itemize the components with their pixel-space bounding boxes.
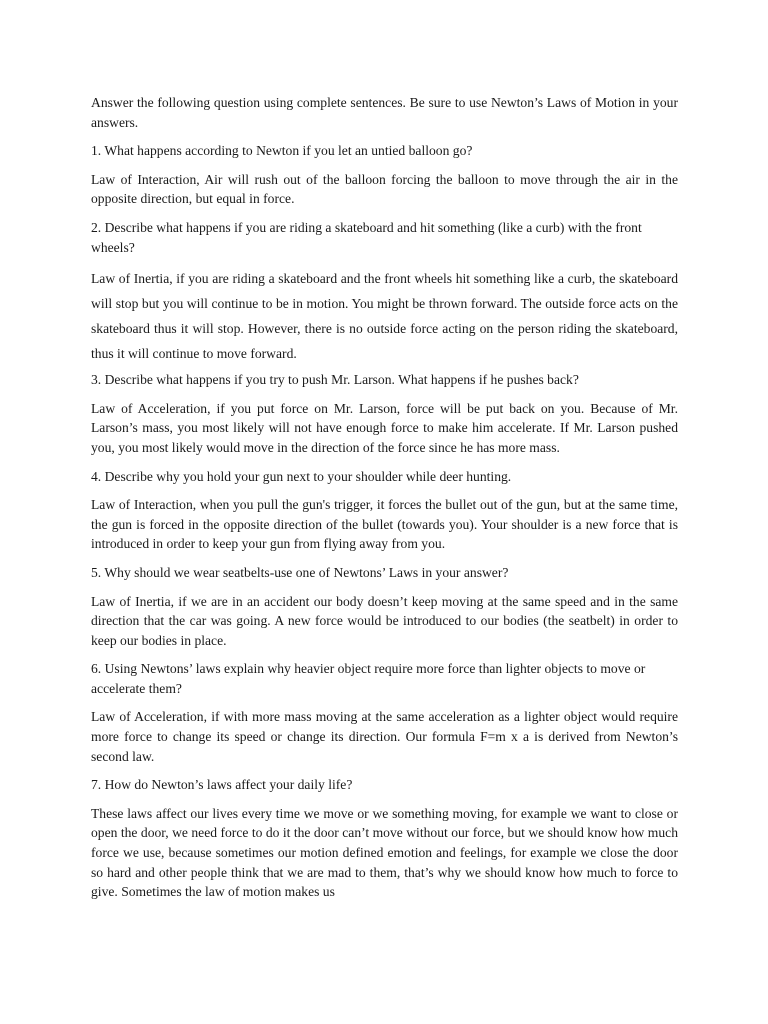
answer-5: Law of Inertia, if we are in an accident our body doesn’t keep moving at the same speed and in the same direction that the car was going. A new force would be introduced to our bodies (the seatbelt) in order to keep our bodies in place. <box>91 593 678 648</box>
answer-3: Law of Acceleration, if you put force on Mr. Larson, force will be put back on you. Because of Mr. Larson’s mass, you most likely will not have enough force to make him accelerate. If Mr. Larson pushed you, you most likely would move in the direction of the force since he has more mass. <box>91 400 678 455</box>
answer-7: These laws affect our lives every time we move or we something moving, for example we want to close or open the door, we need force to do it the door can’t move without our force, but we should know how much force we use, because sometimes our motion defined emotion and feelings, for example we close the door so hard and other people think that we are mad to them, that’s why we should know how much to force to give. Sometimes the law of motion makes us <box>91 805 678 900</box>
question-2: 2. Describe what happens if you are riding a skateboard and hit something (like a curb) with the front wheels? <box>91 219 642 255</box>
question-1: 1. What happens according to Newton if you let an untied balloon go? <box>91 143 473 159</box>
intro-text: Answer the following question using complete sentences. Be sure to use Newton’s Laws of Motion in your answers. <box>91 95 678 130</box>
question-7: 7. How do Newton’s laws affect your daily life? <box>91 777 353 793</box>
answer-2: Law of Inertia, if you are riding a skateboard and the front wheels hit something like a curb, the skateboard will stop but you will continue to be in motion. You might be thrown forward. The outside force acts on the skateboard thus it will stop. However, there is no outside force acting on the person riding the skateboard, thus it will continue to move forward. <box>91 271 678 362</box>
question-3: 3. Describe what happens if you try to push Mr. Larson. What happens if he pushes back? <box>91 372 579 388</box>
answer-4: Law of Interaction, when you pull the gun's trigger, it forces the bullet out of the gun, but at the same time, the gun is forced in the opposite direction of the bullet (towards you). Your shoulder is a new force that is introduced in order to keep your gun from flying away from you. <box>91 497 678 552</box>
question-6: 6. Using Newtons’ laws explain why heavier object require more force than lighter objects to move or accelerate them? <box>91 661 646 696</box>
answer-6: Law of Acceleration, if with more mass moving at the same acceleration as a lighter object would require more force to change its speed or change its direction. Our formula F=m x a is derived from Newton’s second law. <box>91 709 678 764</box>
question-5: 5. Why should we wear seatbelts-use one of Newtons’ Laws in your answer? <box>91 564 509 580</box>
answer-1: Law of Interaction, Air will rush out of the balloon forcing the balloon to move through the air in the opposite direction, but equal in force. <box>91 171 678 207</box>
document-page <box>91 93 678 911</box>
question-4: 4. Describe why you hold your gun next to your shoulder while deer hunting. <box>91 468 512 484</box>
